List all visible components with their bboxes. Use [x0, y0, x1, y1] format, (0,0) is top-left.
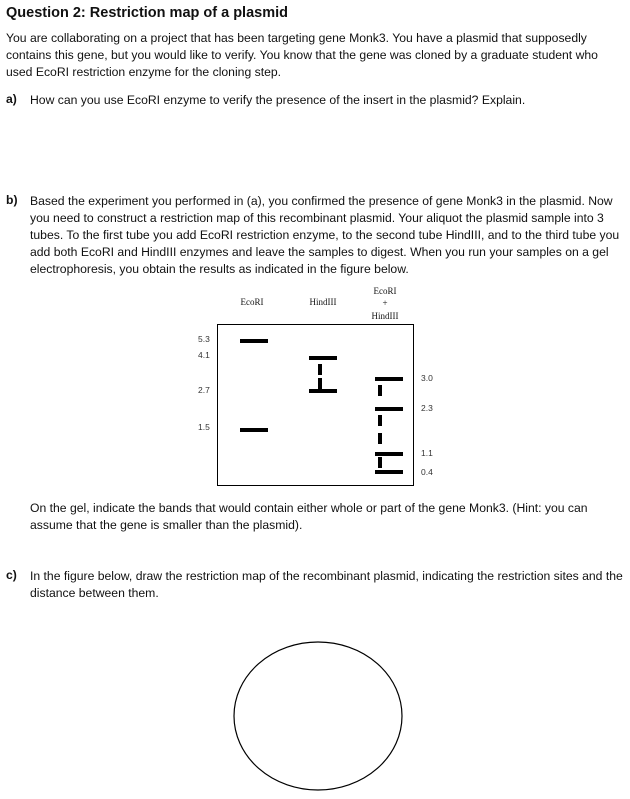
- gel-band: [240, 339, 268, 343]
- part-b-followup: On the gel, indicate the bands that would contain either whole or part of the gene Monk3. (Hint: you can assume that the gene is smaller than the plasmid).: [30, 501, 588, 532]
- gel-mark: [378, 385, 382, 396]
- gel-mark: [318, 364, 322, 375]
- gel-mark: [378, 415, 382, 426]
- gel-band: [375, 377, 403, 381]
- part-b-letter: b): [6, 193, 18, 207]
- gel-mark: [318, 378, 322, 389]
- marker-left-3: 2.7: [198, 385, 210, 395]
- question-title: Question 2: Restriction map of a plasmid: [6, 5, 288, 21]
- lane-label-double-top: EcoRI: [373, 286, 397, 296]
- part-a-letter: a): [6, 92, 17, 106]
- gel-band: [309, 389, 337, 393]
- lane-label-double-bottom: HindIII: [371, 311, 399, 321]
- gel-band: [375, 452, 403, 456]
- gel-box: [217, 324, 414, 486]
- lane-label-hindiii: HindIII: [309, 297, 337, 307]
- part-a-question: How can you use EcoRI enzyme to verify the presence of the insert in the plasmid? Explain.: [30, 93, 526, 107]
- gel-mark: [378, 433, 382, 444]
- part-c-letter: c): [6, 568, 17, 582]
- marker-left-1: 5.3: [198, 334, 210, 344]
- lane-label-ecori: EcoRI: [240, 297, 264, 307]
- marker-right-2: 2.3: [421, 403, 433, 413]
- marker-right-3: 1.1: [421, 448, 433, 458]
- gel-band: [240, 428, 268, 432]
- plasmid-circle: [234, 642, 402, 790]
- part-b-question: Based the experiment you performed in (a), you confirmed the presence of gene Monk3 in the plasmid. Now you need to construct a restriction map of this recombinant plasmid. Your aliquot the plasmid sample into 3 tubes. To the first tube you add EcoRI restriction enzyme, to the second tube HindIII, and to the third tube you add both EcoRI and HindIII enzymes and leave the samples to digest. When you run your samples on a gel electrophoresis, you obtain the results as indicated in the figure below.: [30, 194, 620, 276]
- intro-paragraph: You are collaborating on a project that has been targeting gene Monk3. You have a plasmid that supposedly contains this gene, but you would like to verify. You know that the gene was cloned by a graduate student who used EcoRI restriction enzyme for the cloning step.: [6, 31, 598, 79]
- gel-band: [375, 407, 403, 411]
- gel-band: [375, 470, 403, 474]
- marker-right-4: 0.4: [421, 467, 433, 477]
- marker-left-4: 1.5: [198, 422, 210, 432]
- plasmid-circle-drawing-area[interactable]: [230, 638, 406, 794]
- gel-band: [309, 356, 337, 360]
- lane-label-double-plus: +: [382, 298, 388, 308]
- part-c-question: In the figure below, draw the restriction map of the recombinant plasmid, indicating the restriction sites and the distance between them.: [30, 569, 623, 600]
- marker-left-2: 4.1: [198, 350, 210, 360]
- gel-mark: [378, 457, 382, 468]
- marker-right-1: 3.0: [421, 373, 433, 383]
